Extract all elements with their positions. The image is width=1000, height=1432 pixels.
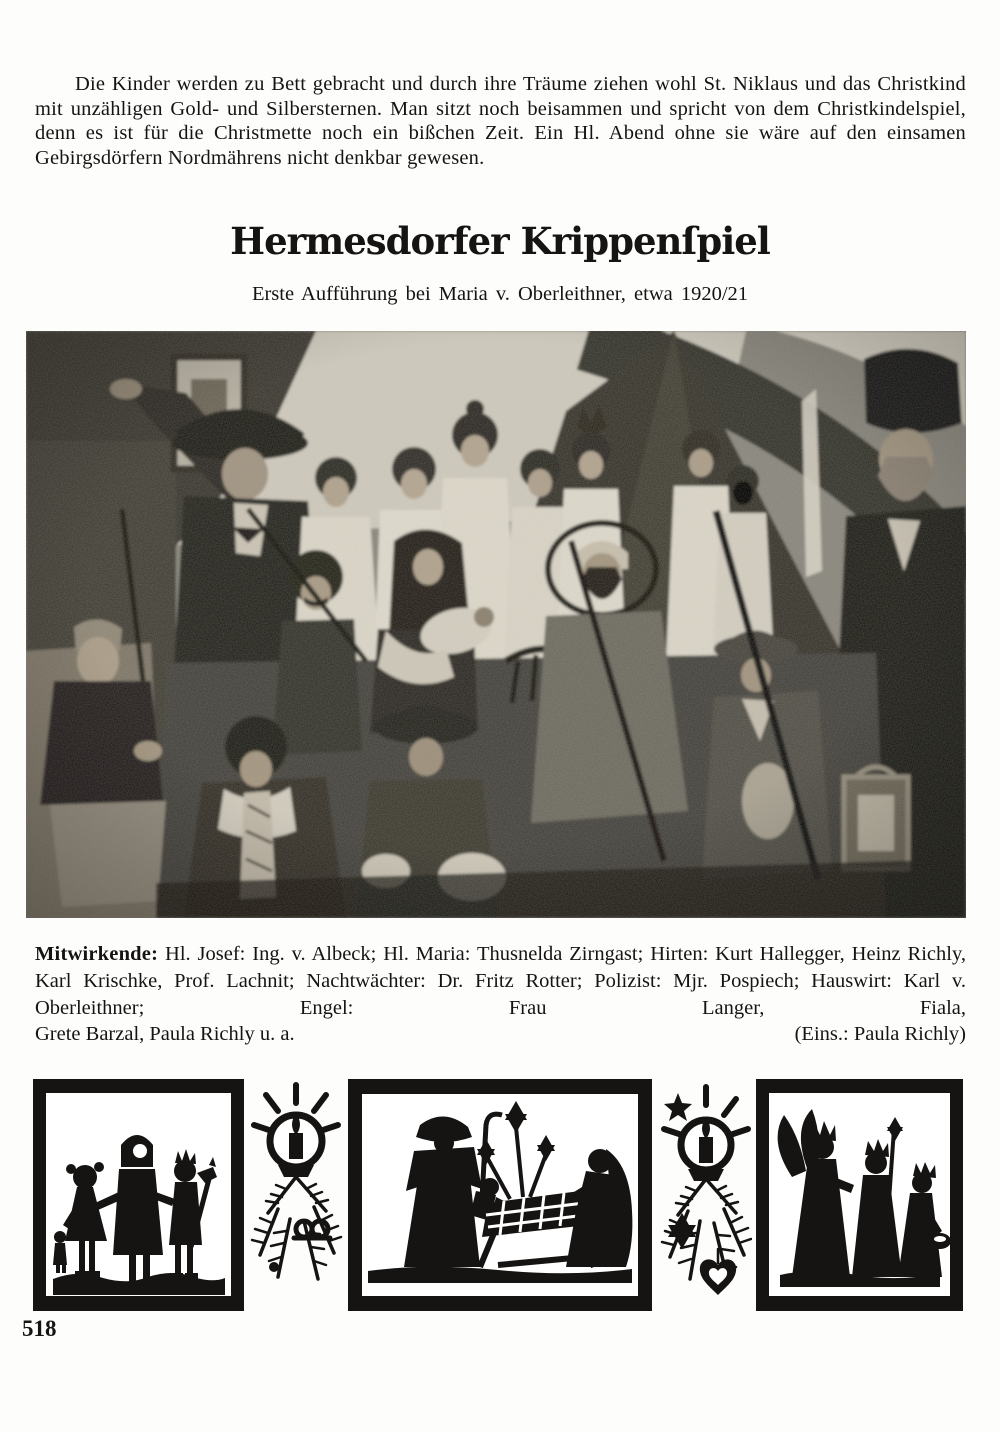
article-title: Hermesdorfer Krippenſpiel <box>230 219 770 263</box>
decorative-strip <box>33 1079 963 1311</box>
caption-last-left: Grete Barzal, Paula Richly u. a. <box>35 1023 295 1045</box>
silhouette-nativity-panel <box>348 1079 652 1311</box>
candle-pretzel-ornament <box>248 1079 344 1311</box>
caption-paragraph <box>35 941 966 1022</box>
candle-heart-ornament <box>656 1079 752 1311</box>
caption-credit: (Eins.: Paula Richly) <box>794 1023 966 1045</box>
page-number: 518 <box>22 1316 57 1341</box>
cast-photo-illustration <box>26 331 966 918</box>
article-subtitle: Erste Aufführung bei Maria v. Oberleithner, etwa 1920/21 <box>251 283 749 305</box>
silhouette-children-panel <box>33 1079 244 1311</box>
caption-lead: Mitwirkende: <box>35 943 159 965</box>
silhouette-angels-panel <box>756 1079 963 1311</box>
cast-photo <box>26 331 966 918</box>
intro-paragraph: Die Kinder werden zu Bett gebracht und durch ihre Träume ziehen wohl St. Niklaus und das Christkind mit unzähligen Gold- und Silbersternen. Man sitzt noch beisammen und spricht von dem Christkindelspiel, denn es ist für die Christmette noch ein bißchen Zeit. Ein Hl. Abend ohne sie wäre auf den einsamen Gebirgsdörfern Nordmährens nicht denkbar gewesen. <box>35 73 966 169</box>
caption-body: Hl. Josef: Ing. v. Albeck; Hl. Maria: Thusnelda Zirngast; Hirten: Kurt Hallegger, Heinz Richly, Karl Krischke, Prof. Lachnit; Nachtwächter: Dr. Fritz Rotter; Polizist: Mjr. Pospiech; Hauswirt: Karl v. Oberleithner; Engel: Frau Langer, Fiala, <box>35 943 966 1019</box>
caption-last-line <box>35 1021 966 1048</box>
